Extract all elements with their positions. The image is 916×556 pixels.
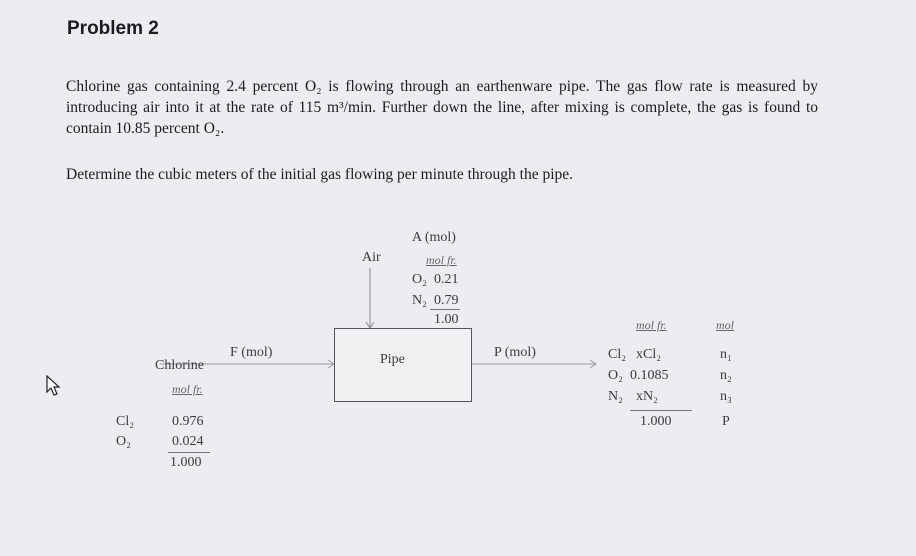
problem-paragraph: Chlorine gas containing 2.4 percent O₂ is flowing through an earthenware pipe. The gas flow rate is measured by introducing air into it at the rate of 115 m³/min. Further down the line, after mixing is complete, the gas is found to contain 10.85 percent O₂. xyxy=(66,78,818,137)
product-mol-o2: n₂ xyxy=(720,368,732,383)
product-species-cl2: Cl₂ xyxy=(608,347,627,362)
air-species-o2: O₂ xyxy=(412,272,427,287)
feed-species-cl2: Cl₂ xyxy=(116,414,135,429)
feed-molfrac-header: mol fr. xyxy=(172,382,203,396)
product-total-mol: P xyxy=(722,414,730,429)
mouse-cursor-icon xyxy=(46,375,62,397)
problem-question: Determine the cubic meters of the initial gas flowing per minute through the pipe. xyxy=(66,166,574,183)
product-frac-cl2: xCl₂ xyxy=(636,347,662,362)
feed-flow-label: F (mol) xyxy=(230,345,273,360)
feed-value-o2: 0.024 xyxy=(172,434,204,449)
product-total-frac: 1.000 xyxy=(640,414,672,429)
product-species-o2: O₂ xyxy=(608,368,623,383)
pipe-label: Pipe xyxy=(380,352,405,367)
problem-title: Problem 2 xyxy=(67,18,159,39)
feed-total: 1.000 xyxy=(170,455,202,470)
feed-label: Chlorine xyxy=(155,358,204,373)
air-total-rule xyxy=(430,309,460,310)
product-mol-n2: n₃ xyxy=(720,389,732,404)
product-flow-label: P (mol) xyxy=(494,345,536,360)
product-species-n2: N₂ xyxy=(608,389,623,404)
product-frac-n2: xN₂ xyxy=(636,389,658,404)
product-frac-o2: 0.1085 xyxy=(630,368,669,383)
air-value-o2: 0.21 xyxy=(434,272,459,287)
feed-value-cl2: 0.976 xyxy=(172,414,204,429)
feed-total-rule xyxy=(168,452,210,453)
product-molfrac-header: mol fr. xyxy=(636,318,667,332)
feed-species-o2: O₂ xyxy=(116,434,131,449)
air-total: 1.00 xyxy=(434,312,459,327)
air-flow-label: A (mol) xyxy=(412,230,456,245)
product-total-rule xyxy=(630,410,692,411)
air-value-n2: 0.79 xyxy=(434,293,459,308)
product-mol-cl2: n₁ xyxy=(720,347,732,362)
air-label: Air xyxy=(362,250,381,265)
air-species-n2: N₂ xyxy=(412,293,427,308)
product-mol-header: mol xyxy=(716,318,734,332)
air-molfrac-header: mol fr. xyxy=(426,253,457,267)
